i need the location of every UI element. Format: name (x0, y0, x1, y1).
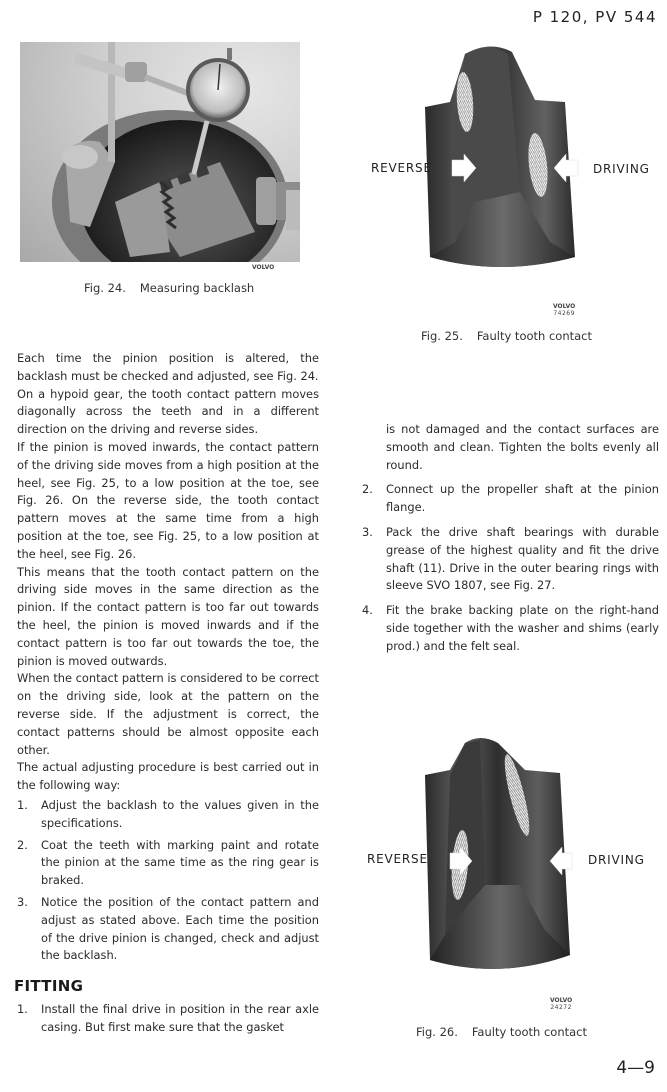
fig25-volvo-tag (553, 303, 575, 317)
step-text: Adjust the backlash to the values given in the specifications. (41, 797, 319, 830)
fig24-number: Fig. 24. (84, 281, 126, 295)
list-item (362, 481, 659, 517)
fig25-number: Fig. 25. (421, 329, 463, 343)
fig25-illustration (420, 42, 585, 287)
paragraph: Each time the pinion position is altered, the backlash must be checked and adjusted, see Fig. 24. (17, 351, 319, 383)
fig25-driving-label: DRIVING (593, 162, 650, 176)
volvo-brand: VOLVO (553, 303, 576, 310)
dial-indicator-photo-illustration (20, 42, 300, 262)
list-item (17, 1001, 319, 1037)
step-number: 3. (362, 524, 373, 539)
step-number: 4. (362, 603, 373, 618)
fig26-caption-text: Faulty tooth contact (471, 1025, 588, 1039)
section-title-fitting: FITTING (14, 977, 84, 995)
paragraph: The actual adjusting procedure is best carried out in the following way: (17, 760, 319, 793)
fig26-driving-label: DRIVING (588, 853, 645, 867)
fig24-volvo-tag (252, 264, 274, 271)
step-number: 1. (17, 797, 28, 812)
list-item (17, 797, 319, 833)
adjusting-steps-list (17, 797, 319, 965)
fig26-number: Fig. 26. (416, 1025, 458, 1039)
left-column-text (17, 350, 319, 965)
list-item (362, 524, 659, 595)
step-number: 3. (17, 894, 28, 909)
fig25-reverse-label: REVERSE (371, 161, 432, 175)
fig26-volvo-tag (550, 997, 572, 1011)
paragraph: If the pinion is moved inwards, the contact pattern of the driving side moves from a high position at the heel, see Fig. 25, to a low position at the toe, see Fig. 26. On the reverse side, the tooth contact pattern moves at the same time from a high position at the toe, see Fig. 25, to a low position at the heel, see Fig. 26. (17, 439, 319, 561)
step-number: 2. (17, 837, 28, 852)
step-text-continued: is not damaged and the contact surfaces are smooth and clean. Tighten the bolts evenly all round. (386, 422, 659, 472)
step-text: Coat the teeth with marking paint and rotate the pinion at the same time as the ring gear is braked. (41, 837, 319, 888)
page-header-model: P 120, PV 544 (532, 8, 657, 26)
step-text: Pack the drive shaft bearings with durable grease of the highest quality and fit the drive shaft (11). Drive in the outer bearing rings with sleeve SVO 1807, see Fig. 27. (386, 524, 659, 593)
paragraph: This means that the tooth contact pattern on the driving side moves in the same direction as the pinion. If the contact pattern is too far out towards the heel, the pinion is moved inwards and if the contact pattern is too far out towards the toe, the pinion is moved outwards. (17, 564, 319, 668)
page-number: 4—9 (616, 1058, 655, 1078)
step-number: 1. (17, 1002, 28, 1016)
list-item (17, 894, 319, 965)
right-column-text (362, 421, 659, 656)
step-text: Install the final drive in position in the rear axle casing. But first make sure that the gasket (41, 1002, 319, 1034)
fig24-caption (84, 281, 254, 295)
paragraph: When the contact pattern is considered to be correct on the driving side, look at the pattern on the reverse side. If the adjustment is correct, the contact patterns should be almost opposite each other. (17, 671, 319, 757)
step-text: Notice the position of the contact pattern and adjust as stated above. Each time the position of the drive pinion is changed, check and adjust the backlash. (41, 894, 319, 963)
fig24-photo (20, 42, 300, 262)
step-text: Fit the brake backing plate on the right-hand side together with the washer and shims (early prod.) and the felt seal. (386, 603, 659, 653)
fig26-caption (416, 1025, 587, 1039)
list-item (17, 837, 319, 890)
step-number: 2. (362, 482, 373, 497)
gear-tooth-contact-drawing (420, 42, 585, 287)
fig24-caption-text: Measuring backlash (139, 281, 255, 295)
list-item-continuation (362, 421, 659, 474)
fig25-caption-text: Faulty tooth contact (476, 329, 593, 343)
list-item (362, 602, 659, 655)
volvo-drawing-number: 74269 (553, 310, 575, 317)
fig26-reverse-label: REVERSE (367, 852, 428, 866)
fig26-illustration (420, 735, 585, 990)
fig25-caption (421, 329, 592, 343)
step-text: Connect up the propeller shaft at the pinion flange. (386, 482, 659, 515)
volvo-brand: VOLVO (550, 997, 573, 1004)
gear-tooth-contact-drawing (420, 735, 585, 990)
fitting-steps-list (17, 1001, 319, 1037)
volvo-brand: VOLVO (252, 264, 275, 271)
volvo-drawing-number: 24272 (550, 1004, 572, 1011)
paragraph: On a hypoid gear, the tooth contact pattern moves diagonally across the teeth and in a different direction on the driving and reverse sides. (17, 386, 319, 437)
